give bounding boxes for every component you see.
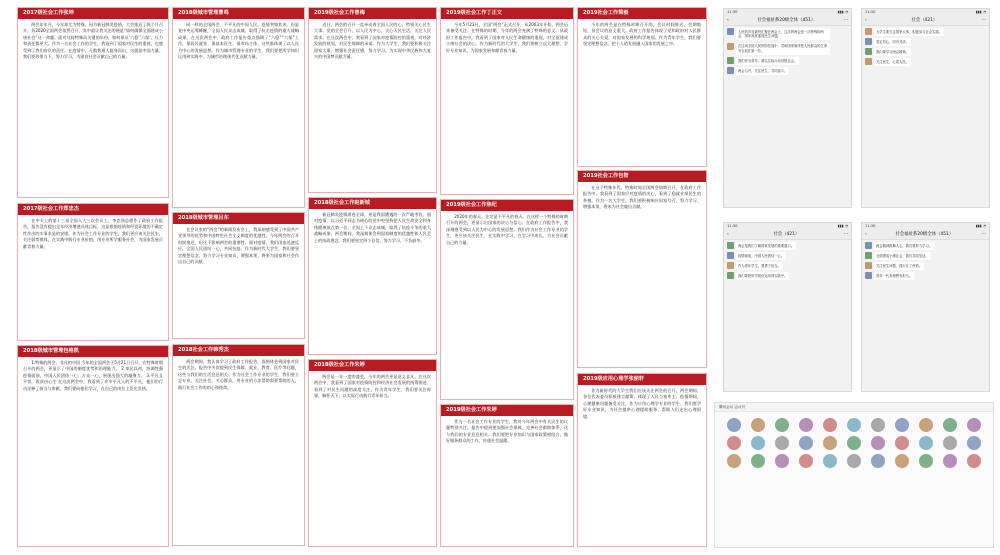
more-icon[interactable]: ··· — [843, 18, 848, 23]
card-text: 在这个特殊年代，特殊时间全国两会如期召开，在政府工作报告中，我看到了国家应对疫情的决心，看到了稳就业保民生的举措。作为一名大学生，我们要积极响应国家号召，努力学习，增强本领，将来为社会做出贡献。 — [583, 185, 701, 210]
participant-tile[interactable] — [723, 454, 744, 468]
participant-avatar — [799, 454, 813, 468]
card-text: 作为一名社会工作专业的学生，我对今年两会中有关民生的议题特别关注。报告中提到要加强社会保障，完善社会救助体系，这与我们的专业息息相关。我们要把专业知识与国家政策相结合，做好服务群众的工作，传递社会温暖。 — [446, 419, 568, 444]
participant-avatar — [751, 436, 765, 450]
card-title: 2018社会工作韩秀杰 — [173, 345, 304, 356]
participant-avatar — [847, 454, 861, 468]
participant-avatar — [871, 436, 885, 450]
card-text: 在中关上的第十三届全国人大三次会议上，李克强总理作了政府工作报告，报告没有提出全年经济增速具体目标，这是根据疫情和经贸环境的不确定性作出的实事求是的安排。作为社会工作专业的学生，我们更应该关注民生，关注弱势群体，在实践中践行专业价值，用专业所学服务社会，为国家发展贡献青春力量。 — [23, 218, 163, 249]
status-bar: 11:30 ▮▮▮ ◔ — [862, 9, 989, 16]
more-icon[interactable]: ··· — [981, 232, 986, 237]
avatar — [865, 58, 872, 65]
participant-avatar — [799, 418, 813, 432]
chat-screenshot-2 — [861, 8, 990, 208]
chat-titlebar: ‹ 社会福祉系20级全体（451） ··· — [724, 16, 851, 26]
participant-tile[interactable] — [771, 418, 792, 432]
chat-message: 关注民生问题，践行社工使命。 — [865, 262, 986, 270]
participant-avatar — [727, 436, 741, 450]
signal-icon: ▮▮▮ ◔ — [975, 224, 986, 228]
avatar — [865, 272, 872, 279]
participant-tile[interactable] — [819, 418, 840, 432]
participant-avatar — [895, 436, 909, 450]
participant-tile[interactable] — [843, 436, 864, 450]
status-bar: 11:30 ▮▮▮ ◔ — [724, 223, 851, 230]
back-icon[interactable]: ‹ — [727, 232, 729, 237]
participant-avatar — [967, 418, 981, 432]
participant-avatar — [943, 436, 957, 450]
participant-tile[interactable] — [747, 418, 768, 432]
signal-icon: ▮▮▮ ◔ — [837, 224, 848, 228]
status-bar: 11:30 ▮▮▮ ◔ — [724, 9, 851, 16]
participant-tile[interactable] — [892, 418, 913, 432]
card-c11 — [440, 199, 574, 400]
participant-avatar — [895, 454, 909, 468]
chat-message: 大学生要关注国家大事，积极参与社会实践。 — [865, 28, 986, 36]
participant-avatar — [751, 418, 765, 432]
participant-avatar — [871, 454, 885, 468]
chat-message: 坚定信心，同舟共济。 — [865, 38, 986, 46]
avatar — [727, 262, 734, 269]
participant-avatar — [727, 418, 741, 432]
card-title: 2019社会工作简毅 — [578, 8, 706, 19]
participant-avatar — [799, 436, 813, 450]
participant-tile[interactable] — [771, 454, 792, 468]
avatar — [727, 242, 734, 249]
chat-screenshot-3 — [723, 222, 852, 392]
participant-tile[interactable] — [940, 418, 961, 432]
participant-tile[interactable] — [843, 418, 864, 432]
avatar — [727, 28, 734, 35]
card-c7 — [308, 7, 437, 193]
chat-message: 疫情面前，中国人民团结一心。 — [727, 252, 848, 260]
chat-titlebar: ‹ 社会（421） ··· — [862, 16, 989, 26]
participant-avatar — [943, 454, 957, 468]
avatar — [865, 242, 872, 249]
participant-avatar — [775, 418, 789, 432]
participant-tile[interactable] — [868, 418, 889, 432]
participant-tile[interactable] — [723, 418, 744, 432]
participant-tile[interactable] — [868, 454, 889, 468]
chat-message: 全面建成小康社会，我们共同见证。 — [865, 252, 986, 260]
participant-tile[interactable] — [747, 436, 768, 450]
participant-avatar — [871, 418, 885, 432]
chat-titlebar: ‹ 社会福祉系20级全体（451） ··· — [862, 230, 989, 240]
card-text: 同一样的全国两会，不平凡的中国人民。疫情突如其来，但是党中央运筹帷幄，全国人民众志成城，取得了抗击疫情的重大战略成果。在这次两会中，政府工作报告重点强调了“六稳”“六保”工作，保居民就业、保基本民生、保市场主体，这些都体现了以人民为中心的发展思想。作为城市管理专业的学生，我们要把所学知识运用到实践中，为城市治理现代化贡献力量。 — [178, 22, 299, 60]
participant-tile[interactable] — [795, 418, 816, 432]
participant-tile[interactable] — [916, 418, 937, 432]
avatar — [865, 262, 872, 269]
card-c1 — [17, 7, 169, 198]
chat-message: 我们作为青年，要以实际行动回报社会。 — [727, 57, 848, 65]
participant-avatar — [895, 418, 909, 432]
participant-avatar — [823, 418, 837, 432]
signal-icon: ▮▮▮ ◔ — [975, 10, 986, 14]
participant-avatar — [775, 436, 789, 450]
card-c5 — [172, 212, 305, 339]
card-c10 — [440, 7, 574, 195]
card-title: 2019级社会工作朱婷 — [441, 405, 573, 416]
participant-tile[interactable] — [771, 436, 792, 450]
card-text: 新冠肺炎疫情席卷全球，更是我国遭遇的一次严峻考验。面对疫情，以习近平同志为核心的党中央坚持把人民生命安全和身体健康放在第一位，全国上下众志成城，取得了抗疫斗争的重大战略成果。两会期间，我深刻体会到国家制度的优越性和人民至上的执政理念。我们要坚定四个自信，努力学习，不负韶华。 — [314, 212, 431, 243]
signal-icon: ▮▮▮ ◔ — [837, 10, 848, 14]
back-icon[interactable]: ‹ — [727, 18, 729, 23]
participant-tile[interactable] — [819, 454, 840, 468]
participant-tile[interactable] — [964, 436, 985, 450]
back-icon[interactable]: ‹ — [865, 232, 867, 237]
chat-screenshot-4 — [861, 222, 990, 392]
avatar — [727, 272, 734, 279]
participant-avatar — [943, 418, 957, 432]
card-c14 — [577, 170, 707, 368]
chat-screenshot-1 — [723, 8, 852, 208]
participant-tile[interactable] — [964, 454, 985, 468]
card-text: 两会年年开，今年却尤为特殊，因为新冠肺炎疫情，大会推迟了两个月召开。但2020全国两会依然召开，其中最让我关注的便是“如何确保全面建成小康社会”这一命题。面对这样特殊而关键的年份，如何保证‘六稳’‘六保’，压力和责任都更大。作为一名社会工作的学生，我看到了国家对民生的重视，也感受到了我们肩负的责任。在疫情中，无数普通人挺身而出，这就是中国力量。我们要珍惜当下，努力学习，为建设社会贡献自己的力量。 — [23, 22, 163, 60]
card-text: 今年5月21日，全国“两会”正式召开，从2003年开始，两会历来备受关注。在特殊的时期，今年的两会充满了特殊的意义。从政府工作报告中，我看到了国家对人民生命健康的重视，对全面建成小康社会的决心。作为新时代的大学生，我们要树立远大理想，学好专业知识，为国家发展奉献青春力量。 — [446, 22, 568, 53]
card-c3 — [17, 345, 169, 547]
participant-avatar — [919, 418, 933, 432]
card-title: 2018级社会工作赵新城 — [309, 198, 436, 209]
card-title: 2017级社会工作张坤 — [18, 8, 168, 19]
card-title: 2018级城市管理包格凯 — [18, 346, 168, 357]
avatar — [865, 252, 872, 259]
participant-avatar — [967, 454, 981, 468]
card-c8 — [308, 197, 437, 355]
participant-avatar — [919, 436, 933, 450]
chat-message: 两会是我们了解国家发展的重要窗口。 — [727, 242, 848, 250]
avatar — [865, 28, 872, 35]
participant-tile[interactable] — [964, 418, 985, 432]
chat-message: 人民的声音最终汇聚在两会上，这次的两会是一次特殊的两会，国家高度重视民生问题。 — [727, 28, 848, 40]
card-c6 — [172, 344, 305, 546]
participant-tile[interactable] — [723, 436, 744, 450]
card-text: 2020年的春天，注定是不平凡的春天。在这样一个特殊的时期召开的两会，更显示出国家的决心与信心。在政府工作报告中，我深刻感受到以人民为中心的发展思想。我们作为社会工作专业的学生，更应该关注民生，在实践中学习，在学习中成长，为社会贡献自己的力量。 — [446, 214, 568, 245]
participant-avatar — [847, 436, 861, 450]
back-icon[interactable]: ‹ — [865, 18, 867, 23]
participant-avatar — [847, 418, 861, 432]
more-icon[interactable]: ··· — [843, 232, 848, 237]
participant-grid — [715, 412, 993, 474]
conference-topbar: 腾讯会议 会议号 — [715, 403, 993, 412]
card-c4 — [172, 7, 305, 208]
card-text: 在会议室的“两会”的新闻发布会上，我深刻感受到了中国共产党领导的优势和中国特色社会主义制度的优越性。今年两会的召开时间推迟，但这不影响两会的重要性。面对疫情，我们国家迅速反应，全国人民团结一心，共同抗疫。作为新时代大学生，我们要坚定理想信念，努力学习专业知识，增强本领，将来为国家和社会作出自己的贡献。 — [178, 227, 299, 265]
chat-message: 两会召开，关注民生，共同奋斗。 — [727, 67, 848, 75]
card-text: 今年的两会是在特殊时期召开的，会议时间推迟，会期缩短，但会议的意义重大。政府工作报告体现了党和政府对人民群众的关心关爱，对国家发展的科学规划。作为青年学生，我们要坚定理想信念，把个人的发展融入国家的发展之中。 — [583, 22, 701, 47]
card-title: 2019级社会工作焦纪 — [441, 200, 573, 211]
status-bar: 11:30 ▮▮▮ ◔ — [862, 223, 989, 230]
participant-tile[interactable] — [940, 436, 961, 450]
card-c13 — [577, 7, 707, 167]
participant-tile[interactable] — [819, 436, 840, 450]
participant-avatar — [919, 454, 933, 468]
card-text: 1.特殊的两会，非凡的中国 今年的全国两会于5月21日召开，在特殊时期召开的两会，更显示了中国的制度优势和治理能力。 2.奉民以初，协调性强 疫情面前，中国人民团结一心，万众一心，展现出强大的凝聚力。 3.平凡且平常，收获由心生 在这次两会中，我看到了许多平凡人的不平凡，他们用行动诠释了担当与奉献，我们要向他们学习，在自己的岗位上发光发热。 — [23, 360, 163, 391]
participant-avatar — [823, 454, 837, 468]
avatar — [727, 67, 734, 74]
avatar — [727, 43, 734, 50]
card-title: 2019级社会工作丁正文 — [441, 8, 573, 19]
avatar — [727, 252, 734, 259]
card-text: 作为新时代的大学生我们应该关注两会的召开。两会期间，各位代表委员积极建言献策，体现了人民当家作主。疫情期间，心理健康问题备受关注，作为应用心理学专业的学生，我们要学好专业知识，为社会提供心理援助服务，帮助人们走出心理困境。 — [583, 388, 701, 419]
card-title: 2018级社会工作朱婷 — [309, 360, 436, 371]
card-title: 2018级城市管理曹鸣 — [173, 8, 304, 19]
participant-tile[interactable] — [795, 454, 816, 468]
card-title: 2019级应用心理学张丽轩 — [578, 374, 706, 385]
card-text: 两会是一年一度的盛会，今年的两会更是意义非凡。在这次两会中，我看到了国家对疫情防控和经济社会发展的统筹推进，看到了对民生问题的高度关注。作为青年学生，我们要关注时事，胸怀天下，以实际行动践行青年担当。 — [314, 374, 431, 399]
chat-message: 关注民生，心系人民。 — [865, 58, 986, 66]
chat-message: 两会精神鼓舞人心，我们要努力学习。 — [865, 242, 986, 250]
avatar — [865, 48, 872, 55]
chat-message: 在这场全国人民的防控战中，党和国家始终把人民群众的生命安全放在第一位。 — [727, 43, 848, 55]
participant-tile[interactable] — [795, 436, 816, 450]
participant-avatar — [775, 454, 789, 468]
card-c9 — [308, 359, 437, 547]
participant-tile[interactable] — [868, 436, 889, 450]
participant-avatar — [967, 436, 981, 450]
chat-message: 青年一代有理想有担当。 — [865, 272, 986, 280]
participant-avatar — [751, 454, 765, 468]
chat-titlebar: ‹ 社会（421） ··· — [724, 230, 851, 240]
more-icon[interactable]: ··· — [981, 18, 986, 23]
card-text: 近日，两会的召开一直牵动着全国人民的心，特别关心民生大事。党的全会召开，以人民为中心，关心人民生活，关注人民需求。在这次两会中，我看到了国家对疫情防控的重视，对经济发展的规划，对民生保障的承诺。作为大学生，我们要积极关注国家大事，增强社会责任感，努力学习，为实现中华民族伟大复兴的中国梦贡献力量。 — [314, 22, 431, 60]
video-conference-screenshot — [714, 402, 994, 548]
participant-avatar — [823, 436, 837, 450]
card-c2 — [17, 203, 169, 341]
chat-message: 我们要学习两会精神。 — [865, 48, 986, 56]
card-title: 2018级城市管理吕东 — [173, 213, 304, 224]
avatar — [865, 38, 872, 45]
participant-tile[interactable] — [916, 454, 937, 468]
participant-avatar — [727, 454, 741, 468]
participant-tile[interactable] — [747, 454, 768, 468]
card-title: 2019社会工作包智 — [578, 171, 706, 182]
participant-tile[interactable] — [916, 436, 937, 450]
chat-message: 作为青年学生，要勇于担当。 — [727, 262, 848, 270]
card-title: 2019级社会工作曾梅 — [309, 8, 436, 19]
participant-tile[interactable] — [892, 436, 913, 450]
card-title: 2017级社会工作郑忠杰 — [18, 204, 168, 215]
avatar — [727, 57, 734, 64]
participant-tile[interactable] — [940, 454, 961, 468]
participant-tile[interactable] — [843, 454, 864, 468]
chat-message: 我们要把所学知识运用到实践中。 — [727, 272, 848, 280]
card-text: 两会期间，我认真学习了政府工作报告，深刻体会到国家对民生的关注。报告中多次提到民生保障、就业、教育、医疗等问题，这些与我们的生活息息相关。作为社会工作专业的学生，我们要立足专业，关注社会，关心群众，用专业的方法帮助需要帮助的人，践行社会工作的初心和使命。 — [178, 359, 299, 390]
card-c15 — [577, 373, 707, 547]
participant-tile[interactable] — [892, 454, 913, 468]
card-c12 — [440, 404, 574, 547]
